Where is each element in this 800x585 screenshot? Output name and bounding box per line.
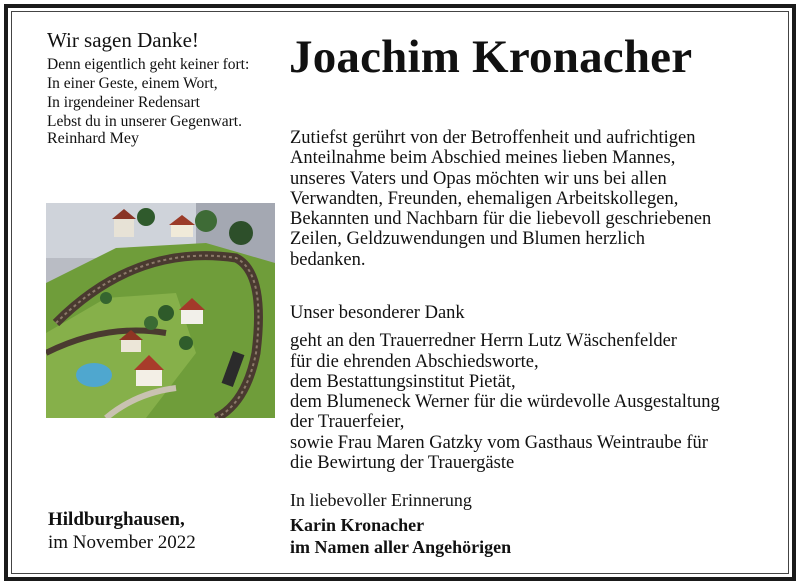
date: im November 2022 [48,532,196,553]
quote-text [47,55,249,131]
special-thanks [290,303,720,473]
quote-author: Reinhard Mey [47,130,139,147]
special-thanks-line: die Bewirtung der Trauergäste [290,453,515,474]
model-railway-photo [46,203,275,418]
body-line: bedanken. [290,249,366,270]
signer-name: Karin Kronacher [290,515,425,535]
place: Hildburghausen, [48,509,185,530]
memory-line: In liebevoller Erinnerung [290,490,472,510]
quote-line: Denn eigentlich geht keiner fort: [47,56,250,73]
body-line: Verwandten, Freunden, ehemaligen Arbeitskollegen, [290,188,679,209]
special-thanks-line: für die ehrenden Abschiedsworte, [290,351,539,372]
signature-block [290,514,511,558]
body-line: Bekannten und Nachbarn für die liebevoll geschriebenen [290,209,712,230]
deceased-name: Joachim Kronacher [289,31,693,83]
body-line: Zeilen, Geldzuwendungen und Blumen herzlich [290,229,645,250]
special-thanks-line: dem Bestattungsinstitut Pietät, [290,371,516,392]
body-line: unseres Vaters und Opas möchten wir uns bei allen [290,168,667,189]
body-line: Anteilnahme beim Abschied meines lieben Mannes, [290,148,676,169]
special-thanks-line: sowie Frau Maren Gatzky vom Gasthaus Weintraube für [290,432,708,453]
quote-line: In einer Geste, einem Wort, [47,75,218,92]
quote-heading: Wir sagen Danke! [47,28,199,52]
body-line: Zutiefst gerührt von der Betroffenheit und aufrichtigen [290,128,696,148]
special-thanks-line: der Trauerfeier, [290,412,405,433]
special-thanks-heading: Unser besonderer Dank [290,303,465,323]
thank-you-text [290,128,711,270]
signer-note: im Namen aller Angehörigen [290,537,512,557]
special-thanks-line: geht an den Trauerredner Herrn Lutz Wäschenfelder [290,331,677,352]
quote-line: Lebst du in unserer Gegenwart. [47,113,242,130]
quote-line: In irgendeiner Redensart [47,94,200,111]
special-thanks-line: dem Blumeneck Werner für die würdevolle Ausgestaltung [290,392,720,413]
